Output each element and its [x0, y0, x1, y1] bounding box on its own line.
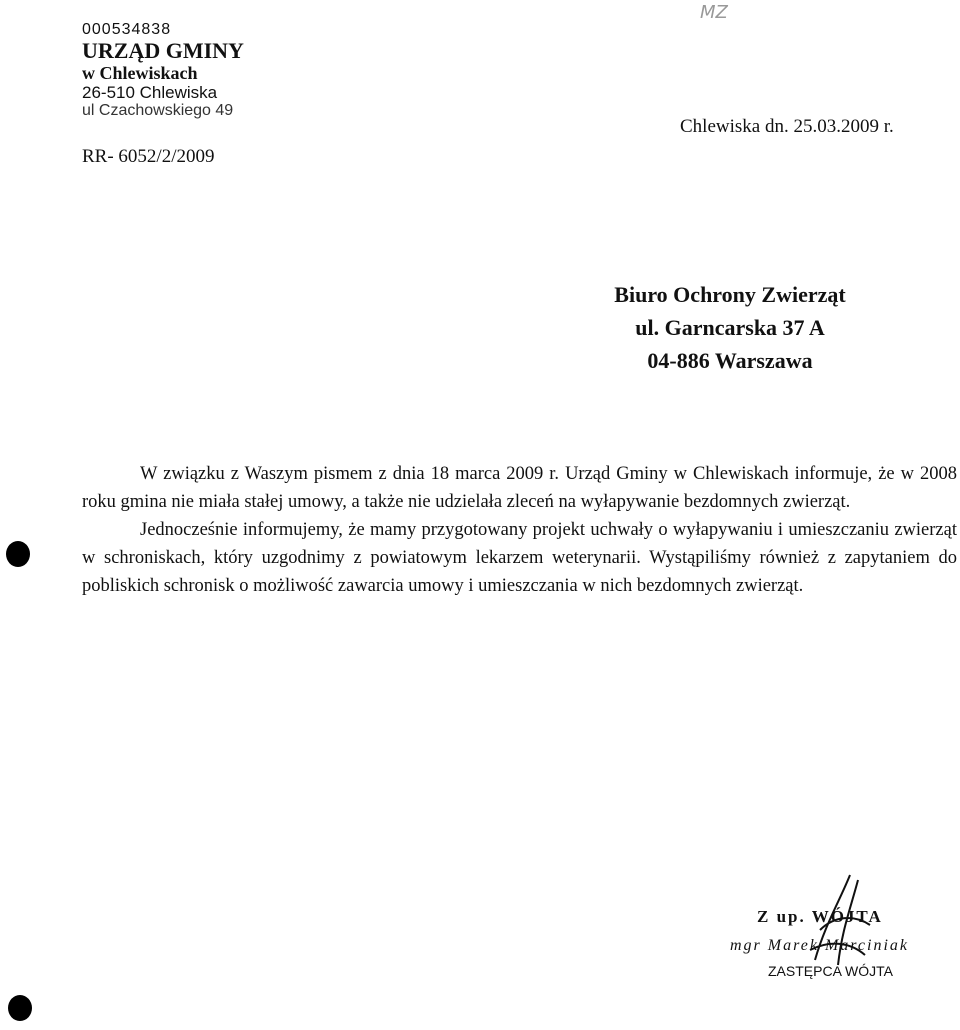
stamp-office-location: w Chlewiskach: [82, 63, 198, 83]
stamp-postal-code: 26-510 Chlewiska: [82, 83, 218, 102]
body-paragraph-1: W związku z Waszym pismem z dnia 18 marca 2009 r. Urząd Gminy w Chlewiskach informuje, że w 2008 roku gmina nie miała stałej umowy, a także nie udzielała zleceń na wyłapywanie bezdomnych zwierząt.: [82, 464, 957, 512]
body-paragraph-2: Jednocześnie informujemy, że mamy przygotowany projekt uchwały o wyłapywaniu i umieszczaniu zwierząt w schroniskach, który uzgodnimy z powiatowym lekarzem weterynarii. Wystąpiliśmy również z zapytaniem do pobliskich schronisk o możliwość zawarcia umowy i umieszczania w nich bezdomnych zwierząt.: [82, 520, 957, 596]
signatory-name: mgr Marek Marciniak: [730, 937, 909, 954]
signatory-role: ZASTĘPCA WÓJTA: [768, 963, 893, 979]
recipient-address: [560, 278, 900, 377]
stamp-street: ul Czachowskiego 49: [82, 102, 234, 119]
office-stamp: [82, 22, 312, 119]
reference-number: RR- 6052/2/2009: [82, 146, 215, 167]
stamp-number: 000534838: [82, 21, 172, 38]
letter-body: [82, 460, 957, 600]
punch-hole-mark: [6, 541, 30, 567]
punch-hole-mark: [8, 995, 32, 1021]
recipient-name: Biuro Ochrony Zwierząt: [614, 282, 846, 307]
signature-prefix: Z up. WÓJTA: [757, 907, 883, 926]
letter-date: Chlewiska dn. 25.03.2009 r.: [680, 116, 894, 137]
handwritten-corner-mark: MZ: [700, 2, 728, 23]
stamp-office-name: URZĄD GMINY: [82, 38, 244, 63]
recipient-city: 04-886 Warszawa: [647, 348, 813, 373]
recipient-street: ul. Garncarska 37 A: [635, 315, 825, 340]
